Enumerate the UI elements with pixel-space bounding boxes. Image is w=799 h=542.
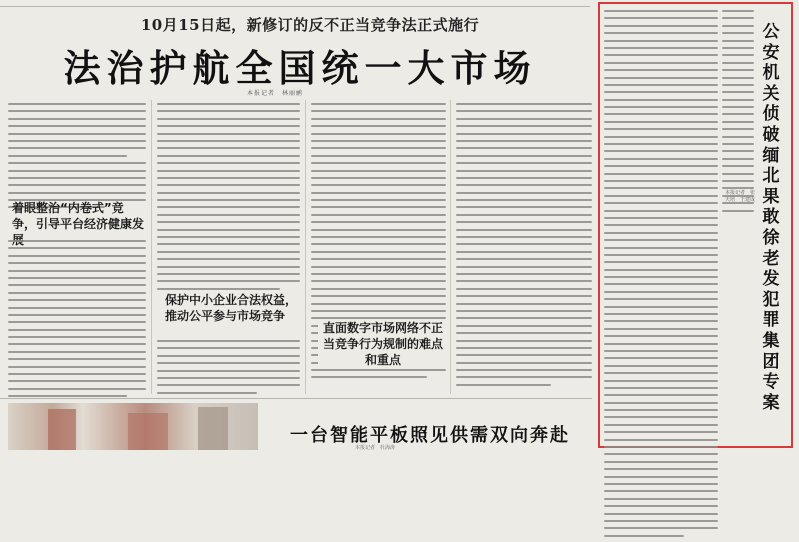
subhead-3: 直面数字市场网络不正当竞争行为规制的难点和重点	[318, 320, 448, 368]
top-rule	[0, 6, 590, 7]
side-text-column	[604, 10, 718, 542]
text-column-1b	[8, 240, 146, 403]
column-divider	[151, 100, 152, 394]
bottom-story-headline: 一台智能平板照见供需双向奔赴	[290, 425, 570, 446]
section-divider	[0, 398, 592, 399]
article-byline: 本报记者 林丽鹂	[246, 90, 303, 97]
column-divider	[305, 100, 306, 394]
photo-detail	[198, 407, 228, 450]
text-column-2b	[157, 340, 300, 399]
side-text-upper-right	[722, 10, 754, 217]
text-column-1	[8, 103, 146, 214]
side-story-byline: 本报记者 张天培 王建成	[725, 190, 756, 203]
bottom-story-byline: 本报记者 杜海涛	[355, 445, 396, 451]
side-story-title: 公安机关侦破缅北果敢徐老发犯罪集团专案	[762, 22, 780, 413]
photo-detail	[48, 409, 76, 450]
subhead-2: 保护中小企业合法权益，推动公平参与市场竞争	[165, 293, 298, 323]
article-headline: 法治护航全国统一大市场	[63, 47, 537, 90]
story-photo	[8, 403, 258, 450]
column-divider	[450, 100, 451, 394]
text-column-2	[157, 103, 300, 295]
text-column-4	[456, 103, 592, 391]
article-kicker: 10月15日起，新修订的反不正当竞争法正式施行	[140, 16, 480, 34]
subhead-1: 着眼整治“内卷式”竞争，引导平台经济健康发	[12, 201, 145, 231]
photo-detail	[128, 413, 168, 450]
